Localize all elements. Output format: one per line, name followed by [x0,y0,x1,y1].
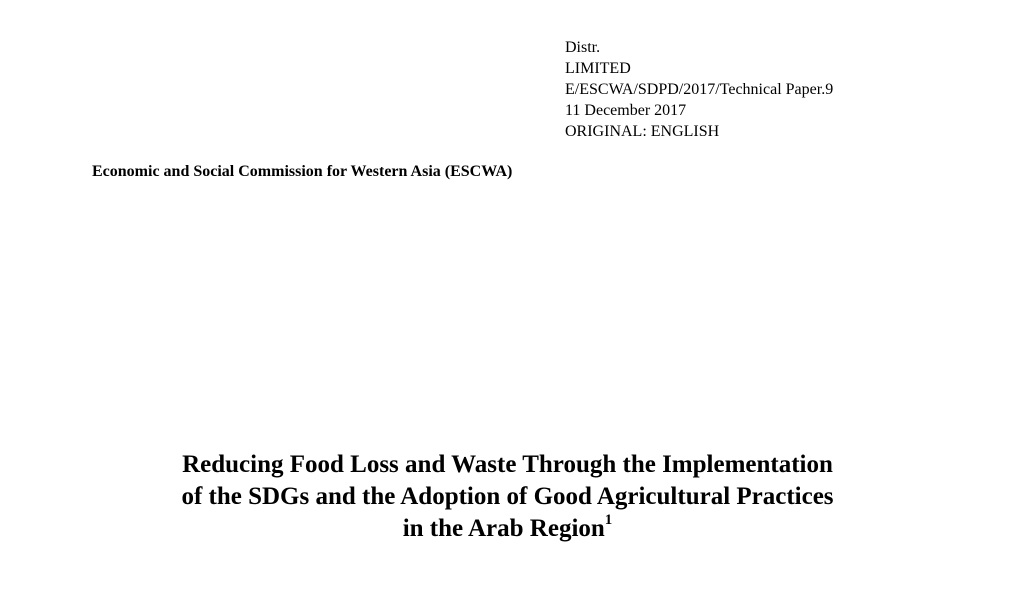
title-line-1: Reducing Food Loss and Waste Through the Implementation [182,451,833,478]
original-language: ORIGINAL: ENGLISH [565,123,720,140]
title-line-3: in the Arab Region [402,515,605,542]
footnote-marker[interactable]: 1 [604,511,613,528]
title-line-3-wrapper [0,513,1015,545]
classification-label: LIMITED [565,60,631,77]
document-title [0,449,1015,545]
organization-name: Economic and Social Commission for Western Asia (ESCWA) [92,163,513,180]
title-line-2: of the SDGs and the Adoption of Good Agricultural Practices [181,483,834,510]
distribution-label: Distr. [565,39,601,56]
document-symbol: E/ESCWA/SDPD/2017/Technical Paper.9 [565,81,834,98]
document-symbol-block [565,37,833,142]
document-date: 11 December 2017 [565,102,687,119]
